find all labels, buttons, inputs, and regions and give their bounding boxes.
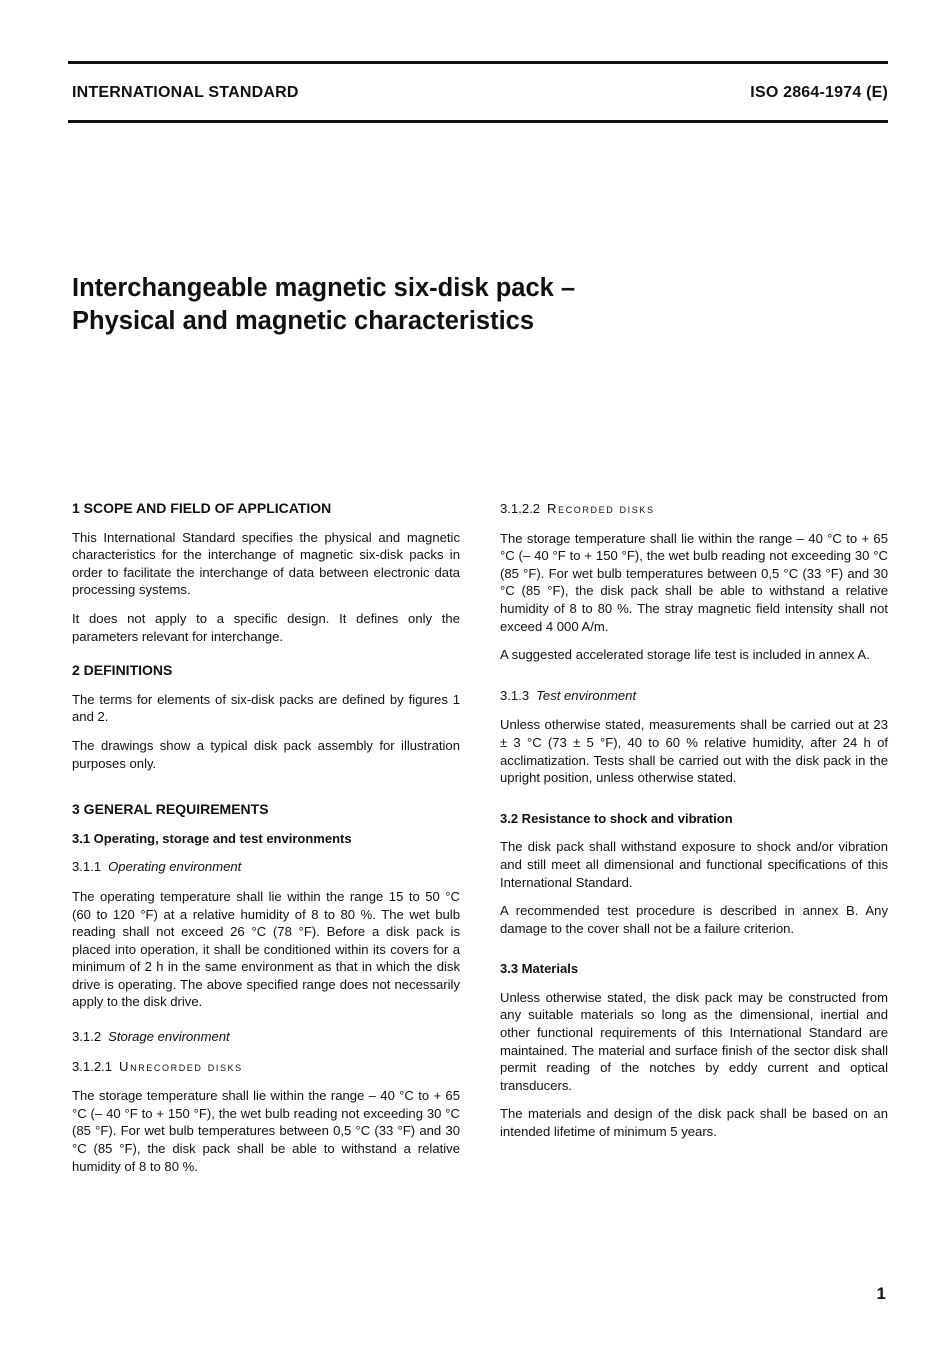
section-3-1-1-title: Operating environment — [108, 859, 242, 875]
section-3-1-3-paragraph: Unless otherwise stated, measurements shall be carried out at 23 ± 3 °C (73 ± 5 °F), 40 to 60 % relative humidity, after 24 h of acclimatization. Tests shall be carried out with the disk pack in the upright position, unless otherwise stated. — [500, 717, 888, 786]
document-title — [72, 272, 575, 338]
section-3-3-heading: 3.3 Materials — [500, 961, 579, 977]
section-3-1-3-heading — [500, 687, 888, 705]
section-3-2-heading: 3.2 Resistance to shock and vibration — [500, 810, 733, 826]
section-3-1-3-title: Test environment — [536, 687, 637, 703]
section-3-1-2-heading — [72, 1028, 460, 1046]
section-3-1-2-number: 3.1.2 — [72, 1029, 102, 1045]
standard-number: ISO 2864-1974 (E) — [750, 84, 888, 101]
section-3-1-3-number: 3.1.3 — [500, 687, 530, 703]
section-3-1-1-paragraph: The operating temperature shall lie within the range 15 to 50 °C (60 to 120 °F) at a relative humidity of 8 to 80 %. The wet bulb reading shall not exceed 26 °C (78 °F). Before a disk pack is placed into operation, it shall be conditioned within its covers for a minimum of 2 h in the same environment as that in which the disk drive is operating. The above specified range does not necessarily apply to the disk drive. — [72, 888, 460, 1010]
header-bottom-rule — [68, 120, 888, 123]
section-3-1-2-1-number: 3.1.2.1 — [72, 1058, 113, 1074]
section-1-heading: 1 SCOPE AND FIELD OF APPLICATION — [72, 500, 332, 516]
section-3-1-1-number: 3.1.1 — [72, 859, 102, 875]
section-2-paragraph-2: The drawings show a typical disk pack assembly for illustration purposes only. — [72, 737, 460, 771]
section-3-2-paragraph-2: A recommended test procedure is described in annex B. Any damage to the cover shall not be a failure criterion. — [500, 903, 888, 936]
section-3-1-1-heading — [72, 858, 460, 876]
section-3-1-2-2-number: 3.1.2.2 — [500, 501, 541, 516]
section-3-1-2-title: Storage environment — [108, 1029, 230, 1045]
title-line-2: Physical and magnetic characteristics — [72, 307, 535, 335]
right-column — [500, 500, 888, 1152]
section-3-1-2-2-paragraph-1: The storage temperature shall lie within the range – 40 °C to + 65 °C (– 40 °F to + 150 °F), the wet bulb reading not exceeding 30 °C (85 °F). For wet bulb temperatures between 0,5 °C (33 °F) and 30 °C (85 °F), the disk pack shall be able to withstand a relative humidity of 8 to 80 %. The stray magnetic field intensity shall not exceed 4 000 A/m. — [500, 530, 888, 634]
section-3-3-paragraph-2: The materials and design of the disk pack shall be based on an intended lifetime of minimum 5 years. — [500, 1106, 888, 1140]
section-3-1-heading: 3.1 Operating, storage and test environments — [72, 830, 352, 846]
left-column — [72, 500, 460, 1186]
section-1-paragraph-2: It does not apply to a specific design. It defines only the parameters relevant for interchange. — [72, 610, 460, 644]
section-3-3-paragraph-1: Unless otherwise stated, the disk pack may be constructed from any suitable materials so long as the dimensional, inertial and other functional requirements of this International Standard are maintained. The material and surface finish of the sector disk shall permit reading of the notches by eddy current and optical transducers. — [500, 989, 888, 1093]
section-3-1-2-2-title: Recorded disks — [547, 501, 655, 516]
section-1-paragraph-1: This International Standard specifies the physical and magnetic characteristics for the interchange of magnetic six-disk packs in order to facilitate the interchange of data between electronic data processing systems. — [72, 529, 460, 598]
section-3-1-2-2-paragraph-2: A suggested accelerated storage life test is included in annex A. — [500, 647, 870, 663]
page-number: 1 — [876, 1284, 886, 1303]
section-3-1-2-1-title: Unrecorded disks — [119, 1058, 243, 1074]
section-3-2-paragraph-1: The disk pack shall withstand exposure to shock and/or vibration and still meet all dimensional and functional specifications of this International Standard. — [500, 839, 888, 890]
section-3-1-2-1-heading — [72, 1058, 460, 1076]
section-2-paragraph-1: The terms for elements of six-disk packs are defined by figures 1 and 2. — [72, 691, 460, 725]
header-top-rule — [68, 61, 888, 64]
section-3-heading: 3 GENERAL REQUIREMENTS — [72, 801, 269, 818]
title-line-1: Interchangeable magnetic six-disk pack – — [72, 274, 576, 302]
section-2-heading: 2 DEFINITIONS — [72, 662, 173, 679]
section-3-1-2-1-paragraph: The storage temperature shall lie within the range – 40 °C to + 65 °C (– 40 °F to + 150 °F), the wet bulb reading not exceeding 30 °C (85 °F). For wet bulb temperatures between 0,5 °C (33 °F) and 30 °C (85 °F), the disk pack shall be able to withstand a relative humidity of 8 to 80 %. — [72, 1088, 460, 1174]
section-3-1-2-2-heading — [500, 500, 888, 518]
standard-type-label: INTERNATIONAL STANDARD — [72, 84, 299, 101]
